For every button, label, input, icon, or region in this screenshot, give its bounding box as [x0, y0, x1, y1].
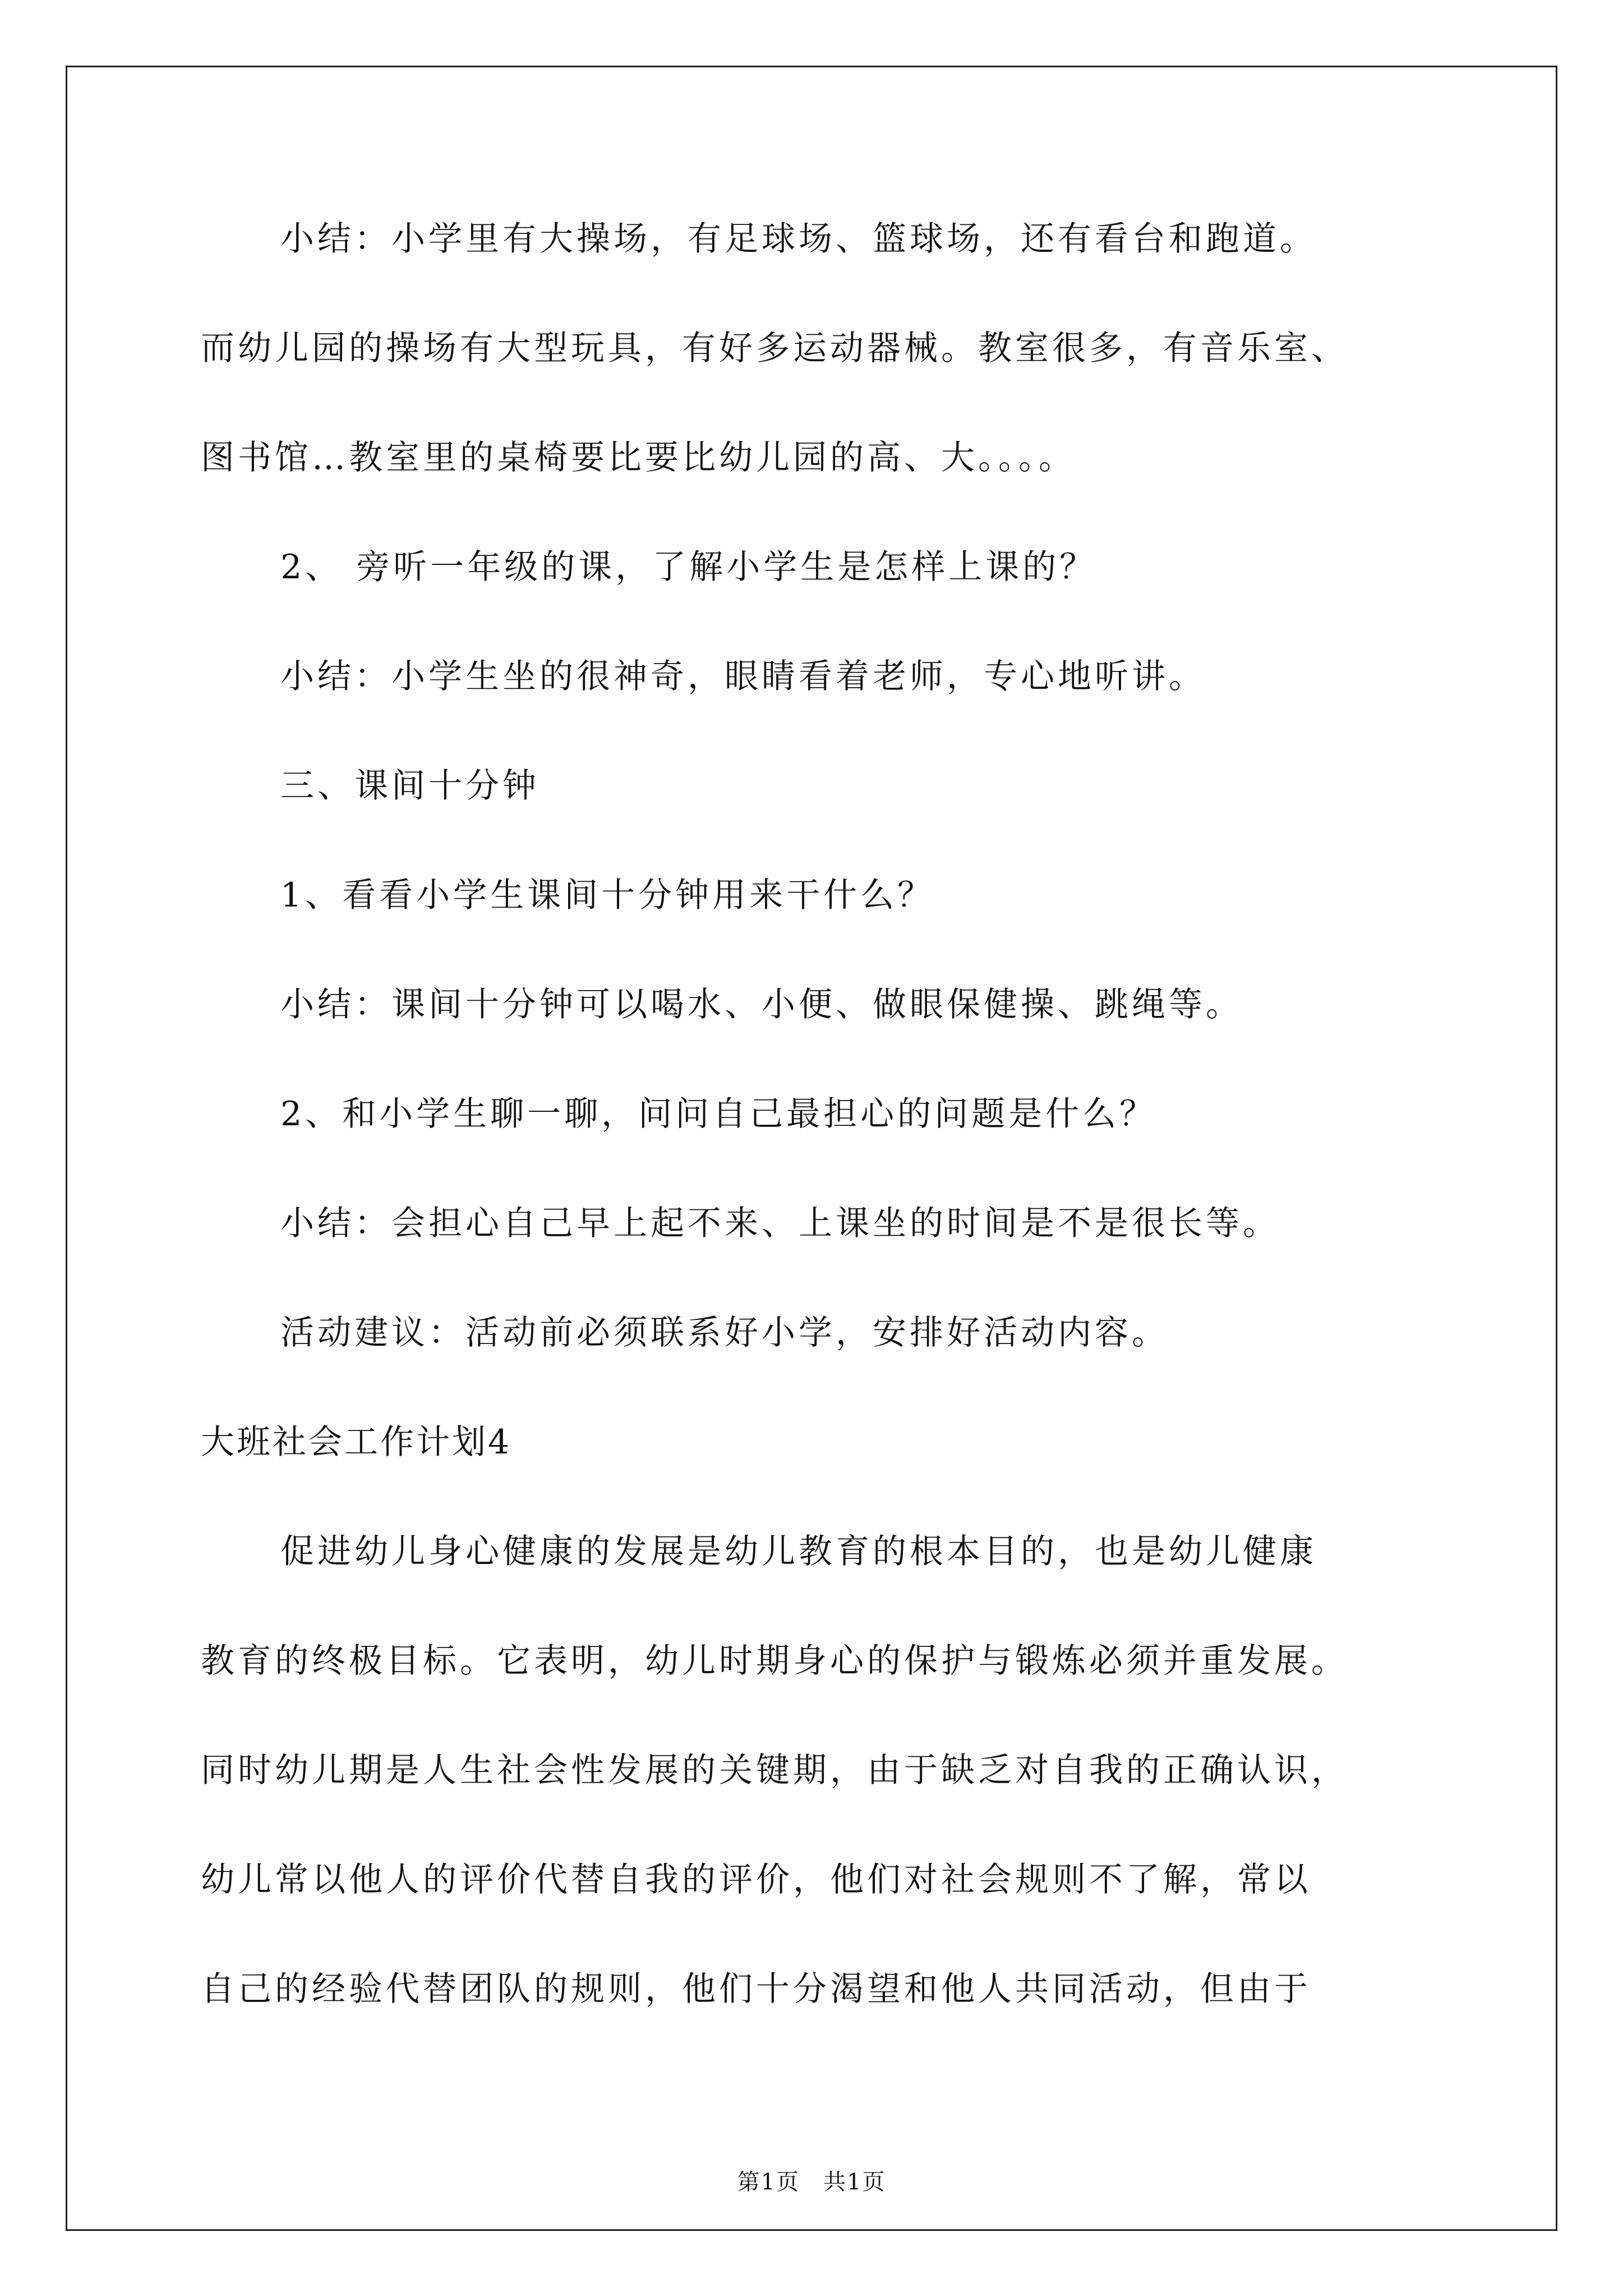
text-line-3: 图书馆…教室里的桌椅要比要比幼儿园的高、大。。。。 — [201, 438, 1076, 477]
text-line-11: 活动建议：活动前必须联系好小学，安排好活动内容。 — [280, 1313, 1169, 1352]
page-footer: 第1页 共1页 — [737, 2169, 886, 2195]
text-line-14: 教育的终极目标。它表明，幼儿时期身心的保护与锻炼必须并重发展。 — [201, 1641, 1348, 1681]
text-line-8: 小结：课间十分钟可以喝水、小便、做眼保健操、跳绳等。 — [280, 985, 1243, 1024]
text-line-4: 2、 旁听一年级的课，了解小学生是怎样上课的？ — [280, 547, 1097, 587]
text-line-17: 自己的经验代替团队的规则，他们十分渴望和他人共同活动，但由于 — [201, 1970, 1311, 2009]
text-line-1: 小结：小学里有大操场，有足球场、篮球场，还有看台和跑道。 — [280, 219, 1317, 259]
document-body — [201, 219, 1435, 2078]
text-line-5: 小结：小学生坐的很神奇，眼睛看着老师，专心地听讲。 — [280, 657, 1206, 696]
text-line-10: 小结：会担心自己早上起不来、上课坐的时间是不是很长等。 — [280, 1204, 1280, 1243]
text-line-9: 2、和小学生聊一聊，问问自己最担心的问题是什么？ — [280, 1094, 1157, 1134]
text-line-7: 1、看看小学生课间十分钟用来干什么？ — [280, 876, 935, 915]
text-line-16: 幼儿常以他人的评价代替自我的评价，他们对社会规则不了解，常以 — [201, 1860, 1311, 1899]
text-line-13: 促进幼儿身心健康的发展是幼儿教育的根本目的，也是幼儿健康 — [280, 1532, 1317, 1571]
text-line-2: 而幼儿园的操场有大型玩具，有好多运动器械。教室很多，有音乐室、 — [201, 329, 1348, 368]
text-line-15: 同时幼儿期是人生社会性发展的关键期，由于缺乏对自我的正确认识， — [201, 1751, 1348, 1790]
plan-title: 大班社会工作计划4 — [201, 1423, 512, 1462]
section-heading-3: 三、课间十分钟 — [280, 766, 540, 806]
